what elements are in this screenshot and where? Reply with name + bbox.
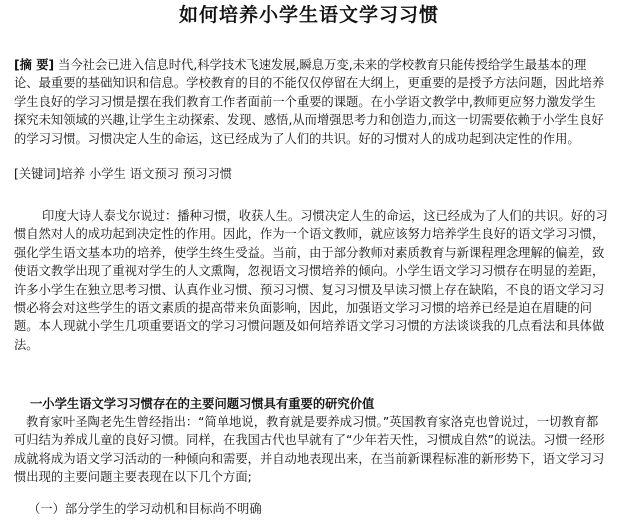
subsection-heading-1: （一）部分学生的学习动机和目标尚不明确 <box>28 502 262 516</box>
section-heading-1: 一小学生语文学习习惯存在的主要问题习惯具有重要的研究价值 <box>30 397 375 411</box>
keywords-label: [关键词] <box>14 167 61 181</box>
keywords-text: 培养 小学生 语文预习 预习习惯 <box>60 167 233 181</box>
abstract <box>14 56 608 148</box>
abstract-text: 当今社会已进入信息时代,科学技术飞速发展,瞬息万变,未来的学校教育只能传授给学生最基本的理论、最重要的基础知识和信息。学校教育的目的不能仅仅停留在大纲上，更重要的是授予方法问题，因此培养学生良好的学习习惯是摆在我们教育工作者面前一个重要的课题。在小学语文教学中,教师更应努力激发学生探究未知领域的兴趣,让学生主动探索、发现、感悟,从而增强思考力和创造力,而这一切需要依赖于小学生良好的学习习惯。习惯决定人生的命运，这已经成为了人们的共识。好的习惯对人的成功起到决定性的作用。 <box>14 58 605 146</box>
document-title: 如何培养小学生语文学习习惯 <box>178 4 439 26</box>
body-paragraph-2: 教育家叶圣陶老先生曾经指出：“简单地说，教育就是要养成习惯。”英国教育家洛克也曾说过，一切教育都可归结为养成儿童的良好习惯。同样，在我国古代也早就有了“少年若天性，习惯成自然”的说法。习惯一经形成就将成为语文学习活动的一种倾向和需要，并自动地表现出来，在当前新课程标准的新形势下，语文学习习惯出现的主要问题主要表现在以下几个方面; <box>14 415 605 485</box>
body-paragraph-1: 印度大诗人泰戈尔说过：播种习惯，收获人生。习惯决定人生的命运，这已经成为了人们的共识。好的习惯自然对人的成功起到决定性的作用。因此，作为一个语文教师，就应该努力培养学生良好的语文学习习惯，强化学生语文基本功的培养，使学生终生受益。当前，由于部分教师对素质教育与新课程理念理解的偏差，致使语文教学出现了重视对学生的人文熏陶，忽视语文习惯培养的倾向。小学生语文学习习惯存在明显的差距，许多小学生在独立思考习惯、认真作业习惯、预习习惯、复习习惯及早读习惯上存在缺陷，不良的语文学习习惯必将会对这些学生的语文素质的提高带来负面影响，因此，加强语文学习习惯的培养已经是迫在眉睫的问题。本人现就小学生几项重要语文的学习习惯问题及如何培养语文学习习惯的方法谈谈我的几点看法和具体做法。 <box>14 209 608 352</box>
abstract-label: [摘 要] <box>14 58 55 72</box>
keywords <box>14 165 608 183</box>
